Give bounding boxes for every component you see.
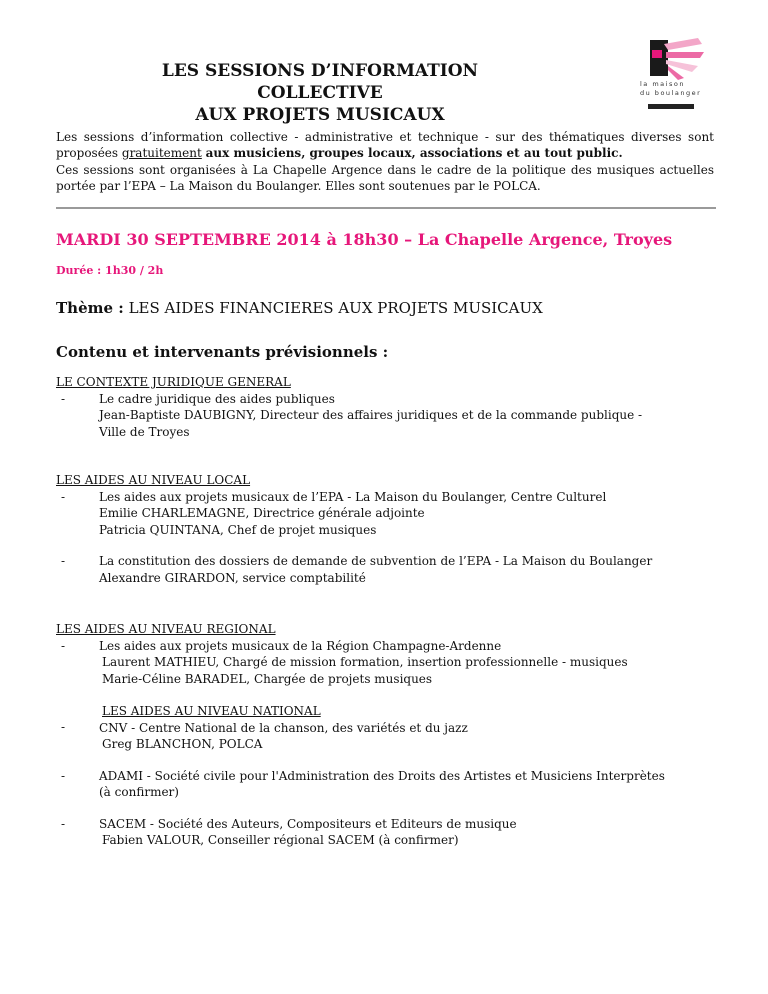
intro-p1-underlined: gratuitement [121,146,202,161]
item-line: (à confirmer) [99,785,179,799]
item-line: CNV - Centre National de la chanson, des variétés et du jazz [99,720,468,735]
theme-label: Thème : [56,299,124,317]
item-line: Les aides aux projets musicaux de la Région Champagne-Ardenne [99,638,502,653]
item-line: La constitution des dossiers de demande de subvention de l’EPA - La Maison du Boulanger [99,554,653,568]
logo-bar [648,104,694,109]
intro-paragraph-1 [56,129,714,162]
bullet-dash: - [61,768,66,783]
item-line: Laurent MATHIEU, Chargé de mission formation, insertion professionnelle - musiques [102,655,628,669]
intro-p1-bold: aux musiciens, groupes locaux, associations et au tout public. [205,146,623,161]
list-item [56,703,716,753]
list-item [56,553,716,586]
intro-text [56,129,714,194]
item-line: Les aides aux projets musicaux de l’EPA - La Maison du Boulanger, Centre Culturel [99,489,607,504]
logo-text [640,80,710,98]
bullet-dash: - [61,489,66,504]
title-line-2: AUX PROJETS MUSICAUX [195,105,445,125]
item-line: Greg BLANCHON, POLCA [102,737,263,751]
section-regional [56,621,716,687]
title-line-1: LES SESSIONS D’INFORMATION COLLECTIVE [161,61,479,103]
section-title: LES AIDES AU NIVEAU LOCAL [56,473,251,487]
item-line: Jean-Baptiste DAUBIGNY, Directeur des affaires juridiques et de la commande publique - [99,408,643,422]
item-line: Ville de Troyes [99,424,190,439]
bullet-dash: - [61,720,66,734]
bullet-dash: - [61,816,66,831]
logo-line-2: du boulanger [640,89,702,97]
intro-p1-text: Les sessions d’information collective - administrative et technique - sur des thématiques diverses sont proposées [56,130,714,161]
event-duration: Durée : 1h30 / 2h [56,264,164,277]
section-national [56,703,716,849]
theme-value: LES AIDES FINANCIERES AUX PROJETS MUSICAUX [123,299,543,317]
intro-paragraph-2: Ces sessions sont organisées à La Chapelle Argence dans le cadre de la politique des musiques actuelles portée par l’EPA – La Maison du Boulanger. Elles sont soutenues par le POLCA. [56,162,714,193]
item-line: Emilie CHARLEMAGNE, Directrice générale adjointe [99,506,425,520]
item-line: Patricia QUINTANA, Chef de projet musiques [99,522,377,537]
item-line: Marie-Céline BARADEL, Chargée de projets musiques [102,671,433,686]
item-line: Le cadre juridique des aides publiques [99,391,335,406]
item-line: Fabien VALOUR, Conseiller régional SACEM (à confirmer) [102,833,459,847]
logo-line-1: la maison [640,80,685,88]
list-item [56,638,716,688]
item-line: SACEM - Société des Auteurs, Compositeurs et Editeurs de musique [99,816,517,831]
section-general [56,374,716,440]
event-theme [56,299,543,318]
item-line: ADAMI - Société civile pour l'Administration des Droits des Artistes et Musiciens Interprètes [99,768,665,783]
section-title: LES AIDES AU NIVEAU REGIONAL [56,622,276,636]
divider [56,207,716,209]
bullet-dash: - [61,391,66,406]
list-item [56,768,716,801]
bullet-dash: - [61,638,66,653]
page-title [120,60,520,126]
contenu-title: Contenu et intervenants prévisionnels : [56,343,389,361]
section-title: LES AIDES AU NIVEAU NATIONAL [102,704,321,718]
section-local [56,472,716,586]
maison-du-boulanger-logo-icon [628,36,708,110]
list-item [56,816,716,849]
bullet-dash: - [61,554,66,568]
list-item [56,489,716,539]
section-title: LE CONTEXTE JURIDIQUE GENERAL [56,375,291,389]
item-line: Alexandre GIRARDON, service comptabilité [99,570,366,585]
list-item [56,391,716,441]
event-heading: MARDI 30 SEPTEMBRE 2014 à 18h30 – La Chapelle Argence, Troyes [56,230,673,249]
